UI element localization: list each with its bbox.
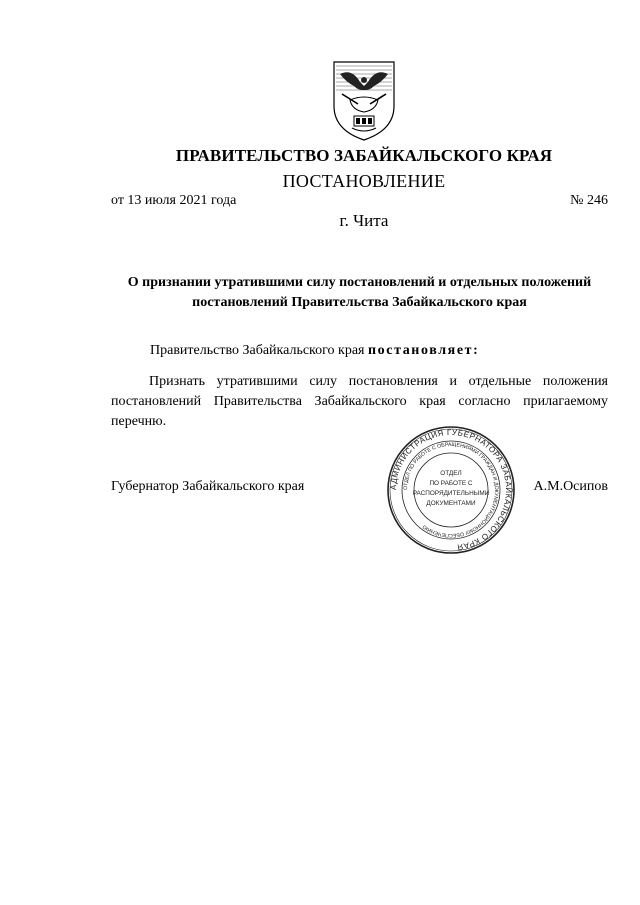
preamble-prefix: Правительство Забайкальского края [150,343,365,358]
stamp-center-line: РАСПОРЯДИТЕЛЬНЫМИ [412,490,490,497]
signer-title: Губернатор Забайкальского края [111,479,305,494]
document-subject: О признании утратившими силу постановлений и отдельных положений постановлений Правительства Забайкальского края [127,275,592,310]
preamble-keyword: постановляет: [367,343,480,358]
organization-title: ПРАВИТЕЛЬСТВО ЗАБАЙКАЛЬСКОГО КРАЯ [175,146,553,165]
document-number: № 246 [570,193,608,208]
stamp-center-line: ОТДЕЛ [440,470,462,477]
preamble [150,343,479,359]
stamp-center-line: ДОКУМЕНТАМИ [426,500,476,507]
signer-name: А.М.Осипов [533,479,608,494]
stamp-center-line: ПО РАБОТЕ С [429,480,473,487]
coat-of-arms-icon [330,60,398,142]
official-stamp [386,425,516,555]
document-city: г. Чита [339,211,389,230]
document-type: ПОСТАНОВЛЕНИЕ [282,171,446,191]
stamp-outer-text: АДМИНИСТРАЦИЯ ГУБЕРНАТОРА ЗАБАЙКАЛЬСКОГО КРАЯ [388,427,514,552]
document-date: от 13 июля 2021 года [111,193,237,208]
stamp-middle-text: ОТДЕЛ ПО РАБОТЕ С ОБРАЩЕНИЯМИ ГРАЖДАН И ДОКУМЕНТАЦИОННОМУ ОБЕСПЕЧЕНИЮ [402,441,500,539]
body-paragraph: Признать утратившими силу постановления и отдельные положения постановлений Правительства Забайкальского края согласно прилагаемому перечню. [111,374,608,429]
